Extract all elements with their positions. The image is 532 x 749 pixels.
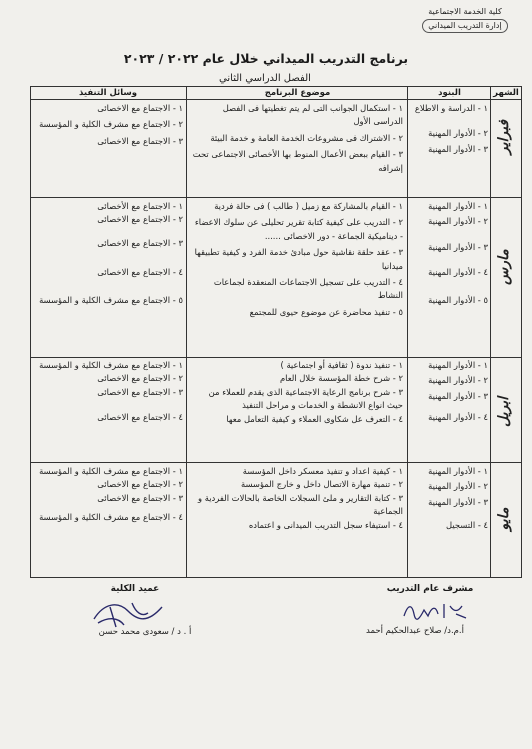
means-cell [33, 359, 183, 425]
month-cell: مايو [496, 507, 512, 531]
header-means: وسائل التنفيذ [78, 88, 138, 98]
item-text: ٢ - الأدوار المهنية [428, 375, 488, 386]
means-cell [33, 200, 183, 307]
department-name: إدارة التدريب الميداني [422, 19, 507, 33]
topic-text: ١ - القيام بالمشاركة مع زميل ( طالب ) فى حالة فردية [214, 201, 403, 211]
supervisor-name: أ.م.د/ صلاح عبدالحكيم أحمد [365, 626, 464, 636]
means-text: ٤ - الاجتماع مع مشرف الكلية و المؤسسة [39, 512, 183, 523]
means-text: ١ - الاجتماع مع مشرف الكلية و المؤسسة [39, 466, 183, 476]
item-text: ٢ - الأدوار المهنية [428, 481, 488, 492]
topic-text: ٥ - تنفيذ محاضرة عن موضوع حيوى للمجتمع [249, 306, 403, 317]
means-text: ٤ - الاجتماع مع الاخصائى [97, 412, 183, 423]
college-name: كلية الخدمة الاجتماعية [428, 7, 502, 16]
means-text: ٥ - الاجتماع مع مشرف الكلية و المؤسسة [39, 294, 183, 305]
topic-cell [191, 200, 403, 322]
topic-cell [191, 359, 403, 426]
topic-text: ٤ - التدريب على تسجيل الاجتماعات المنعقدة لجماعات النشاط [213, 277, 403, 301]
item-text: ٥ - الأدوار المهنية [428, 294, 488, 305]
topic-text: ٢ - تنمية مهارة الاتصال داخل و خارج المؤسسة [240, 479, 403, 490]
supervisor-title: مشرف عام التدريب [386, 584, 474, 594]
means-text: ٣ - الاجتماع مع الاخصائى [97, 386, 183, 397]
means-text: ١ - الاجتماع مع الأخصائى [97, 201, 183, 211]
letterhead [409, 6, 521, 33]
means-text: ٢ - الاجتماع مع الاخصائى [97, 479, 183, 490]
item-text: ١ - الأدوار المهنية [428, 466, 488, 476]
means-text: ٣ - الاجتماع مع الاخصائى [97, 237, 183, 248]
means-text: ١ - الاجتماع مع مشرف الكلية و المؤسسة [39, 360, 183, 370]
means-cell [33, 465, 183, 525]
topic-text: ١ - استكمال الجوانب التى لم يتم تغطيتها فى الفصل الدراسى الأول [222, 103, 403, 127]
topic-text: ٣ - كتابة التقارير و ملئ السجلات الخاصة بالحالات الفردية و الجماعية [198, 492, 403, 517]
means-text: ٣ - الاجتماع مع الاخصائى [97, 492, 183, 503]
row-divider [31, 357, 521, 358]
dean-title: عميد الكلية [110, 584, 160, 594]
topic-text: ٢ - شرح خطة المؤسسة خلال العام [279, 373, 403, 384]
topic-cell [191, 465, 403, 532]
row-divider [31, 197, 521, 198]
item-text: ٤ - الأدوار المهنية [428, 267, 488, 278]
column-divider [407, 87, 408, 577]
item-text: ٣ - الأدوار المهنية [428, 496, 488, 507]
item-text: ٤ - التسجيل [446, 520, 488, 531]
items-cell [410, 102, 488, 158]
means-text: ٤ - الاجتماع مع الاخصائى [97, 267, 183, 278]
dean-name: أ . د / سعودى محمد حسن [98, 627, 192, 637]
topic-text: ٣ - شرح برنامج الرعاية الاجتماعية الذى يقدم للعملاء من حيث انواع الانشطة و الخدمات و مراحل التنفيذ [208, 386, 403, 411]
item-text: ٤ - الأدوار المهنية [428, 412, 488, 423]
means-text: ٢ - الاجتماع مع مشرف الكلية و المؤسسة [39, 119, 183, 130]
means-text: ٢ - الاجتماع مع الاخصائى [97, 214, 183, 225]
document-title: برنامج التدريب الميداني خلال عام ٢٠٢٢ / ٢٠٢٣ [123, 51, 409, 66]
month-cell: مارس [496, 249, 512, 285]
item-text: ٣ - الأدوار المهنية [428, 241, 488, 252]
item-text: ١ - الأدوار المهنية [428, 360, 488, 370]
topic-text: ٣ - عقد حلقة نقاشية حول مبادئ خدمة الفرد و كيفية تطبيقها ميدانيا [194, 247, 403, 271]
item-text: ٢ - الأدوار المهنية [428, 216, 488, 227]
item-text: ١ - الأدوار المهنية [428, 201, 488, 211]
topic-text: ١ - كيفية اعداد و تنفيذ معسكر داخل المؤسسة [242, 466, 403, 476]
supervisor-signature-icon [400, 598, 470, 624]
item-text: ٣ - الأدوار المهنية [428, 390, 488, 401]
topic-cell [191, 102, 403, 178]
header-items: البنود [438, 88, 461, 98]
topic-text: ٢ - التدريب على كيفية كتابة تقرير تحليلى عن سلوك الاعضاء - ديناميكية الجماعة - دور الاخصائى ...... [194, 217, 403, 241]
header-divider [31, 99, 521, 100]
document-subtitle: الفصل الدراسي الثاني [219, 73, 311, 84]
topic-text: ١ - تنفيذ ندوة ( ثقافية أو اجتماعية ) [280, 360, 403, 370]
topic-text: ٣ - القيام ببعض الأعمال المنوط بها الأخصائى الاجتماعى تحت إشرافه [192, 149, 403, 173]
topic-text: ٢ - الاشتراك فى مشروعات الخدمة العامة و خدمة البيئة [210, 132, 403, 143]
header-month: الشهر [493, 88, 519, 98]
topic-text: ٤ - استيفاء سجل التدريب الميدانى و اعتماده [248, 519, 403, 530]
item-text: ٢ - الأدوار المهنية [428, 128, 488, 139]
program-table [30, 86, 522, 578]
header-topic: موضوع البرنامج [264, 88, 331, 98]
items-cell [410, 359, 488, 427]
dean-signature-icon [88, 597, 168, 631]
items-cell [410, 465, 488, 535]
item-text: ١ - الدراسة و الاطلاع [414, 103, 488, 113]
month-cell: ابريل [496, 397, 512, 428]
means-text: ٢ - الاجتماع مع الاخصائى [97, 373, 183, 384]
month-cell: فبراير [496, 119, 512, 155]
column-divider [186, 87, 187, 577]
items-cell [410, 200, 488, 309]
means-text: ١ - الاجتماع مع الاخصائى [97, 103, 183, 113]
item-text: ٣ - الأدوار المهنية [428, 143, 488, 154]
means-cell [33, 102, 183, 151]
topic-text: ٤ - التعرف عل شكاوى العملاء و كيفية التعامل معها [226, 413, 403, 424]
column-divider [490, 87, 491, 577]
row-divider [31, 462, 521, 463]
means-text: ٣ - الاجتماع مع الاخصائى [97, 135, 183, 146]
